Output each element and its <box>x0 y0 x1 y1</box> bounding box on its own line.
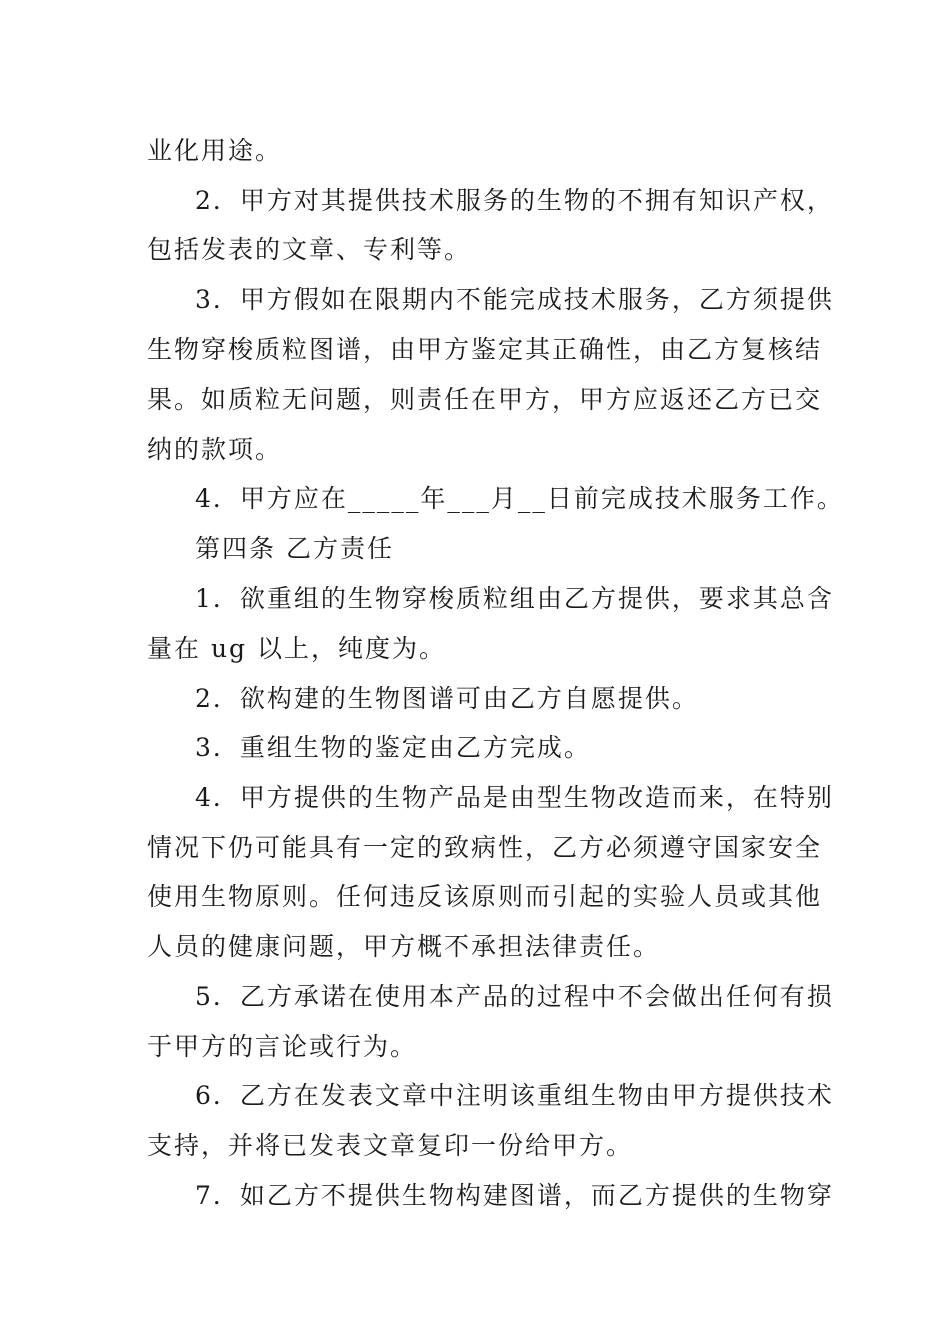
text-line: 纳的款项。 <box>147 435 283 464</box>
text-line: 包括发表的文章、专利等。 <box>147 235 472 264</box>
text-line: 人员的健康问题，甲方概不承担法律责任。 <box>147 932 661 961</box>
text-line: 果。如质粒无问题，则责任在甲方，甲方应返还乙方已交 <box>147 385 823 414</box>
text-line: 量在 ug 以上，纯度为。 <box>147 634 446 663</box>
text-line: 于甲方的言论或行为。 <box>147 1032 418 1061</box>
text-line: 2．欲构建的生物图谱可由乙方自愿提供。 <box>195 684 699 713</box>
section-heading: 第四条 乙方责任 <box>195 534 394 563</box>
text-line: 5．乙方承诺在使用本产品的过程中不会做出任何有损 <box>195 982 834 1011</box>
text-line: 7．如乙方不提供生物构建图谱，而乙方提供的生物穿 <box>195 1181 834 1210</box>
text-line: 4．甲方提供的生物产品是由型生物改造而来，在特别 <box>195 783 834 812</box>
text-line: 4．甲方应在_____年___月__日前完成技术服务工作。 <box>195 484 844 513</box>
text-line: 业化用途。 <box>147 136 283 165</box>
text-line: 使用生物原则。任何违反该原则而引起的实验人员或其他 <box>147 882 823 911</box>
text-line: 生物穿梭质粒图谱，由甲方鉴定其正确性，由乙方复核结 <box>147 335 823 364</box>
text-line: 3．甲方假如在限期内不能完成技术服务，乙方须提供 <box>195 285 834 314</box>
text-line: 2．甲方对其提供技术服务的生物的不拥有知识产权， <box>195 186 834 215</box>
text-line: 情况下仍可能具有一定的致病性，乙方必须遵守国家安全 <box>147 833 823 862</box>
text-line: 1．欲重组的生物穿梭质粒组由乙方提供，要求其总含 <box>195 584 834 613</box>
text-line: 6．乙方在发表文章中注明该重组生物由甲方提供技术 <box>195 1081 834 1110</box>
text-line: 支持，并将已发表文章复印一份给甲方。 <box>147 1131 634 1160</box>
text-line: 3．重组生物的鉴定由乙方完成。 <box>195 733 591 762</box>
